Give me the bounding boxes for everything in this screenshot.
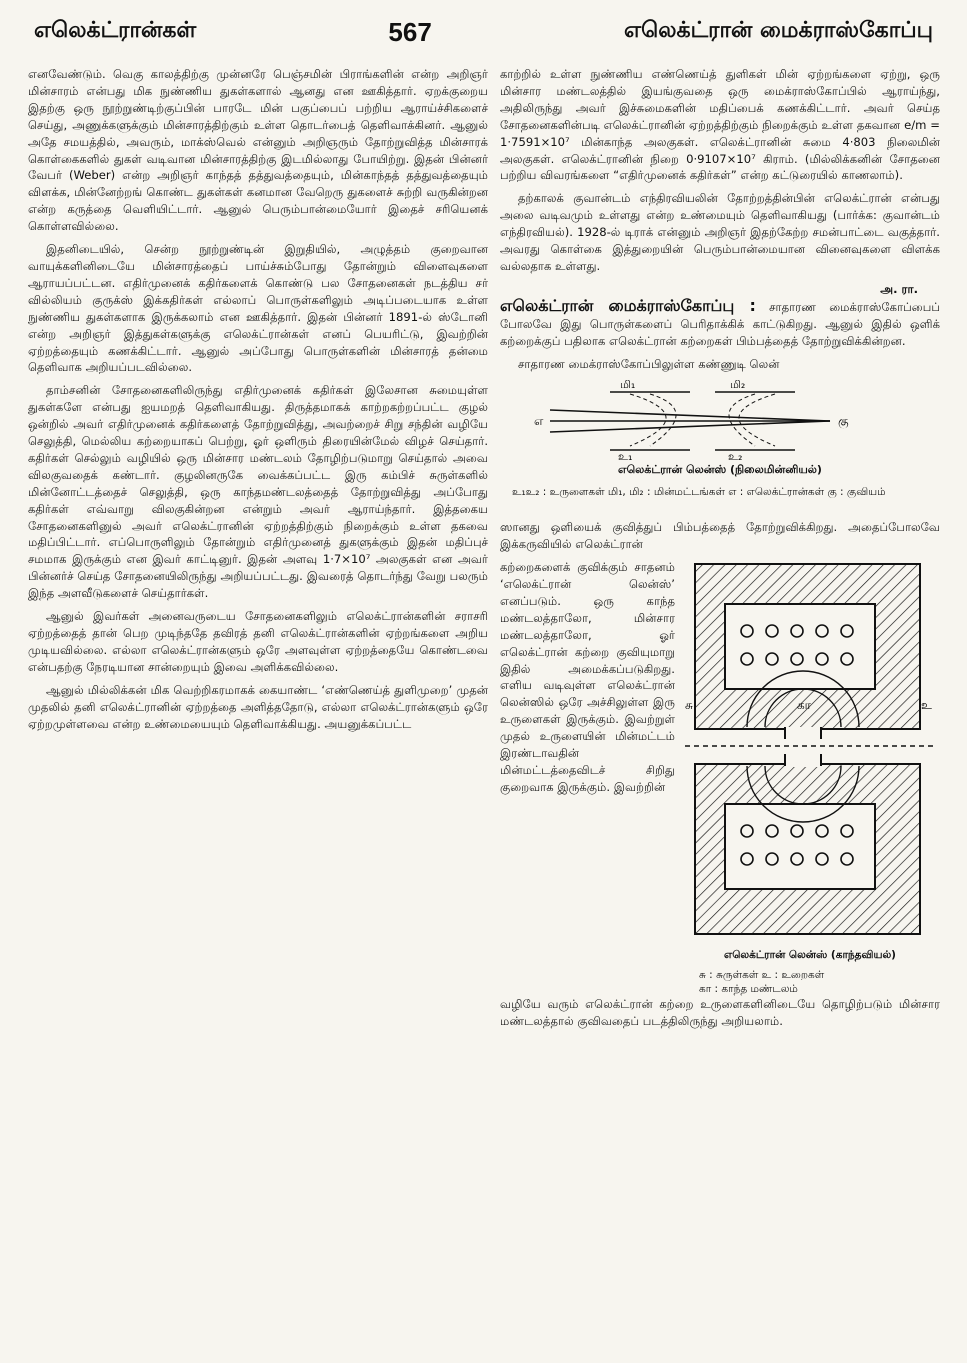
figure-caption: எலெக்ட்ரான் லென்ஸ் (காந்தவியல்): [724, 949, 896, 962]
page-header: [34, 14, 933, 50]
left-column: [28, 66, 488, 738]
electrostatic-lens-figure: [500, 380, 940, 460]
entry-text: சாதாரண மைக்ராஸ்கோப்பைப் போலவே இது பொருள்களைப் பெரிதாக்கிக் காட்டுகிறது. ஆனுல் இதில் ஒளிக் கற்றைக்குப் பதிலாக எலெக்ட்ரான் கற்றைகள் பிம்பத்தைத் தோற்றுவிக்கின்றன.: [500, 299, 940, 348]
label-casing: உ: [921, 698, 932, 713]
paragraph: கற்றைகளைக் குவிக்கும் சாதனம் ‘எலெக்ட்ரான் லென்ஸ்’ எனப்படும். ஒரு காந்த மண்டலத்தாலோ, மின்சார மண்டலத்தாலோ, ஓர் எலெக்ட்ரான் கற்றை குவியுமாறு இதில் அமைக்கப்படுகிறது. எளிய வடிவுள்ள எலெக்ட்ரான் லென்ஸில் ஒரே அச்சிலுள்ள இரு உருளைகள் இருக்கும். இவற்றுள் முதல் உருளையின் மின்மட்டம் இரண்டாவதின் மின்மட்டத்தைவிடச் சிறிது குறைவாக இருக்கும். இவற்றின்: [500, 560, 675, 794]
figure-wrap: [500, 559, 940, 996]
label-magnetic-field: கா: [797, 698, 811, 713]
paragraph: சாதாரண மைக்ராஸ்கோப்பிலுள்ள கண்ணுடி லென்: [518, 356, 780, 371]
paragraph: வழியே வரும் எலெக்ட்ரான் கற்றை உருளைகளினிடையே தொழிற்படும் மின்சார மண்டலத்தால் குவிவதைப் படத்திலிருந்து அறியலாம்.: [500, 997, 940, 1028]
page-number: 567: [388, 16, 432, 47]
paragraph: ஆனுல் மில்லிக்கன் மிக வெற்றிகரமாகக் கையாண்ட ‘எண்ணெய்த் துளிமுறை’ முதன் முதலில் தனி எலெக்ட்ரானின் ஏற்றத்தை அளித்ததோடு, எல்லா எலெக்ட்ரான்களும் ஒரே ஏற்றமுள்ளவை என்ற உண்மையையும் தெளிவாக்கியது. அயனுக்கப்பட்ட: [28, 682, 488, 731]
paragraph: இதனிடையில், சென்ற நூற்றுண்டின் இறுதியில், அழுத்தம் குறைவான வாயுக்களினிடையே மின்சாரத்தைப் பாய்ச்சும்போது தோன்றும் விளைவுகளை ஆராயப்பட்டன. எதிர்முனைக் கதிர்களைக் கொண்டு பல சோதனைகள் நடத்திய சர் வில்லியம் குருக்ஸ் இக்கதிர்கள் எல்லாப் பொருள்களிலும் அடிப்படையாக உள்ள நுண்ணிய துகள்களாக இருக்கலாம் என ஊகித்தார். இதன் பின்னர் 1891-ல் ஸ்டோனி என்ற அறிஞர் இத்துகள்களுக்கு எலெக்ட்ரான்கள் எனப் பெயரிட்டு, இவற்றின் ஏற்றத்தையும் கணக்கிட்டார். ஆனுல் அப்போது பொருள்களின் மின்சாரத் தன்மை தெளிவாக அறியப்படவில்லை.: [28, 242, 488, 375]
electrostatic-lens-diagram: [500, 380, 940, 460]
figure-legend-line: கா : காந்த மண்டலம்: [699, 983, 798, 996]
figure-caption: எலெக்ட்ரான் லென்ஸ் (நிலைமின்னியல்): [618, 463, 822, 477]
right-column: [500, 66, 940, 1036]
paragraph: காற்றில் உள்ள நுண்ணிய எண்ணெய்த் துளிகள் மின் ஏற்றங்களை ஏற்று, ஒரு மின்சார மண்டலத்தில் இயங்குவதை ஒரு மைக்ராஸ்கோப்பில் ஆராய்ந்து, அதிலிருந்து அவர் இச்சுமைகளின் மதிப்பைக் கணக்கிட்டார். அவர் செய்த சோதனைகளின்படி எலெக்ட்ரானின் ஏற்றத்திற்கும் நிறைக்கும் உள்ள தகவான e/m = 1·7591×10⁷ மின்காந்த அலகுகள். எலெக்ட்ரானின் சுமை 4·803 நிலைமின் அலகுகள். எலெக்ட்ரானின் நிறை 0·9107×10⁷ கிராம். (மில்லிக்கனின் சோதனை பற்றிய விவரங்களை “எதிர்முனைக் கதிர்கள்” என்ற கட்டுரையில் காணலாம்).: [500, 67, 940, 183]
magnetic-lens-diagram: [685, 559, 935, 939]
figure-legend: உ₁உ₂ : உருளைகள் மி₁, மி₂ : மின்மட்டங்கள் எ : எலெக்ட்ரான்கள் கு : குவியம்: [512, 486, 886, 499]
paragraph: தற்காலக் குவான்டம் எந்திரவியலின் தோற்றத்தின்பின் எலெக்ட்ரான் என்பது அலை வடிவமும் உள்ளது என்ற உண்மையும் தெளிவாகியது (பார்க்க: குவான்டம் எந்திரவியல்). 1928-ல் டிராக் என்னும் அறிஞர் இதற்கேற்ற சமன்பாட்டை வகுத்தார். அவரது கொள்கை இத்துறையின் பெரும்பான்மையான வினைவுகளை விளக்க வல்லதாக உள்ளது.: [500, 191, 940, 273]
paragraph: தாம்சனின் சோதனைகளிலிருந்து எதிர்முனைக் கதிர்கள் இலேசான சுமையுள்ள துகள்களே என்பது ஐயமறத் தெளிவாகியது. திருத்தமாகக் காற்றகற்றப்பட்ட குழல் ஒன்றில் அவர் எதிர்முனைக் கதிர்களைத் தோற்றுவித்து, அவற்றைச் சிறு சந்தின் வழியே செலுத்தி, மெல்லிய கற்றையாகப் பெற்று, ஓர் ஒளிரும் திரையின்மேல் விழச் செய்தார். கதிர்கள் செல்லும் வழியில் ஒரு மின்சார மண்டலம் தோழிற்படுமாறு செய்தால் அவை விலகுவதைக் கண்டார். குழலினருகே வைக்கப்பட்ட இரு கம்பிச் சுருள்களில் மின்னோட்டத்தைச் செலுத்தி, ஒரு காந்தமண்டலத்தைத் தோற்றுவித்து அப்போது கதிர்கள் எவ்வாறு விலகுகின்றன என்றும் அவர் ஆராய்ந்தார். இத்தகைய சோதனைகளினுல் அவர் எலெக்ட்ரானின் ஏற்றத்திற்கும் நிறைக்கும் உள்ள தகவை மதிப்பிட்டார். எப்பொருளிலும் தோன்றும் எதிர்முனைத் துகளுக்கும் இதன் மதிப்புச் சமமாக இருக்கும் என இவர் காட்டினுர். இதன் அளவு 1·7×10⁷ அலகுகள் என அவர் பின்னர்ச் செய்த சோதனையிலிருந்து அறியப்பட்டது. இவரைத் தொடர்ந்து வேறு பலரும் இந்த அளவீடுகளைச் செய்தார்கள்.: [28, 383, 488, 601]
label-cylinder-1: உ₁: [618, 450, 633, 461]
magnetic-lens-figure: [685, 559, 935, 996]
label-electrons: எ: [534, 414, 544, 429]
label-potential-2: மி₂: [730, 380, 746, 392]
label-potential-1: மி₁: [620, 380, 636, 392]
paragraph: ஸானது ஒளியைக் குவித்துப் பிம்பத்தைத் தோற்றுவிக்கிறது. அதைப்போலவே இக்கருவியில் எலெக்ட்ரான்: [500, 520, 940, 552]
label-cylinder-2: உ₂: [728, 450, 743, 461]
header-right-title: எலெக்ட்ரான் மைக்ராஸ்கோப்பு: [623, 18, 933, 43]
entry-paragraph: [500, 295, 940, 350]
paragraph: ஆனுல் இவர்கள் அனைவருடைய சோதனைகளிலும் எலெக்ட்ரான்களின் சராசரி ஏற்றத்தைத் தான் பெற முடிந்ததே தவிரத் தனி எலெக்ட்ரான்களின் ஏற்றங்களை அறிய முடியவில்லை. எல்லா எலெக்ட்ரான்களும் ஒரே அளவுள்ள ஏற்றத்தையே கொண்டவை என்பதற்கு நேரடியான சான்றையும் இவை அளிக்கவில்லை.: [28, 609, 488, 674]
paragraph: எனவேண்டும். வெகு காலத்திற்கு முன்னரே பெஞ்சமின் பிராங்களின் என்ற அறிஞர் மின்சாரம் என்பது மிக நுண்ணிய துகள்களால் ஆனது என ஊகித்தார். ஏறக்குறைய இதற்கு ஒரு நூற்றுண்டிற்குப்பின் பாரடே மின் பகுப்பைப் பற்றிய ஆராய்ச்சிகளைச் செய்து, அணுக்களுக்கும் மின்சாரத்திற்கும் உள்ள தொடர்பைத் தெளிவாக்கினர். ஆனுல் அதே சமயத்தில், அவரும், மாக்ஸ்வெல் என்னும் அறிஞரும் தோற்றுவித்த மின்சாரக் கொள்கைகளில் துகள் வடிவான மின்சாரத்திற்கு இடமில்லாது போயிற்று. இதன் பின்னர் வேபர் (Weber) என்ற அறிஞர் காந்தத் தத்துவத்தையும், மின்காந்தத் தத்துவத்தையும் விளக்க, மின்னேற்றங் கொண்ட துகள்கள் கனமான வேறெரு துகளைச் சுற்றி வருகின்றன என்ற கருத்தை வெளியிட்டார். ஆனுல் பெரும்பான்மையோர் இதைச் சரியெனக் கொள்ளவில்லை.: [28, 67, 488, 234]
figure-legend-line: சு : சுருள்கள் உ : உறைகள்: [699, 969, 825, 982]
label-coils: சு: [685, 698, 693, 713]
label-focus: கு: [838, 414, 849, 429]
author-initials: அ. ரா.: [880, 281, 918, 296]
header-left-title: எலெக்ட்ரான்கள்: [34, 18, 197, 43]
entry-title: எலெக்ட்ரான் மைக்ராஸ்கோப்பு :: [500, 295, 756, 315]
